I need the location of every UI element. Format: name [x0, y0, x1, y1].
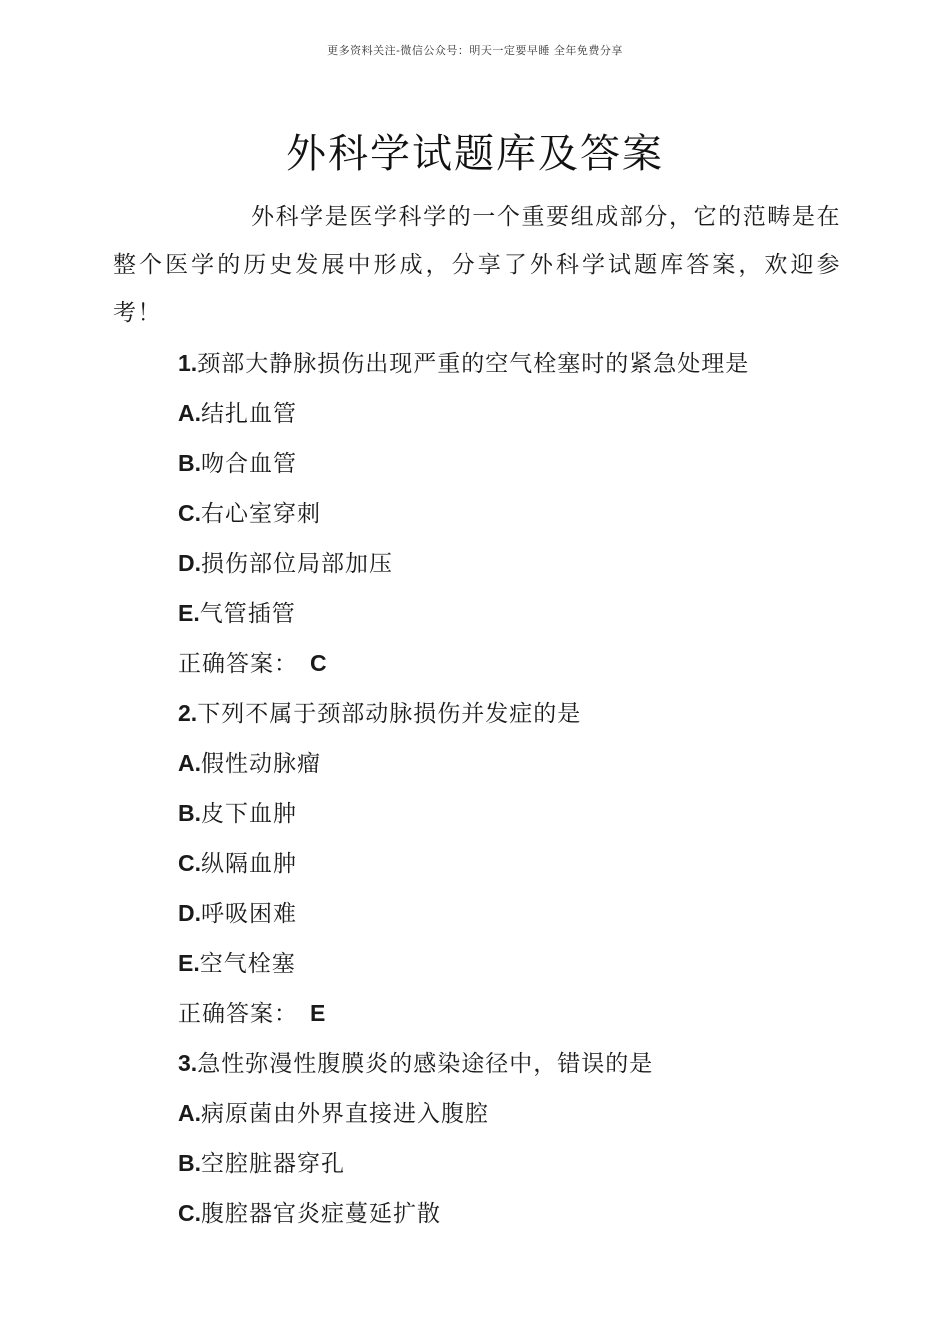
option-key: E. — [178, 950, 200, 976]
option-key: B. — [178, 450, 201, 476]
answer-value: E — [310, 1000, 327, 1026]
option-item — [178, 1088, 858, 1138]
option-key: B. — [178, 800, 201, 826]
option-item — [178, 938, 858, 988]
option-item — [178, 438, 858, 488]
option-text: 空气栓塞 — [199, 951, 296, 977]
option-text: 皮下血肿 — [201, 801, 297, 827]
option-key: A. — [178, 1100, 201, 1126]
answer-line — [178, 988, 858, 1038]
option-item — [178, 588, 858, 638]
option-item — [178, 488, 858, 538]
option-text: 空腔脏器穿孔 — [201, 1151, 345, 1177]
answer-label: 正确答案： — [178, 651, 298, 677]
option-text: 吻合血管 — [201, 451, 297, 477]
option-key: A. — [178, 750, 201, 776]
option-item — [178, 1138, 858, 1188]
question-list — [178, 338, 858, 1238]
option-key: B. — [178, 1150, 201, 1176]
question-stem — [178, 688, 858, 738]
option-key: C. — [178, 850, 201, 876]
option-item — [178, 888, 858, 938]
question-number: 1. — [178, 350, 198, 376]
option-item — [178, 388, 858, 438]
option-text: 右心室穿刺 — [201, 501, 321, 527]
answer-line — [178, 638, 858, 688]
option-text: 腹腔器官炎症蔓延扩散 — [201, 1201, 441, 1227]
option-key: C. — [178, 1200, 201, 1226]
option-item — [178, 538, 858, 588]
document-title: 外科学试题库及答案 — [286, 131, 664, 177]
option-key: C. — [178, 500, 201, 526]
option-item — [178, 1188, 858, 1238]
option-text: 假性动脉瘤 — [201, 751, 321, 777]
option-text: 结扎血管 — [201, 401, 297, 427]
question-text: 急性弥漫性腹膜炎的感染途径中，错误的是 — [197, 1051, 654, 1077]
option-text: 纵隔血肿 — [201, 851, 297, 877]
answer-label: 正确答案： — [178, 1001, 298, 1027]
option-text: 呼吸困难 — [201, 901, 297, 927]
option-key: D. — [178, 900, 201, 926]
answer-value: C — [310, 650, 328, 676]
question-stem — [178, 338, 858, 388]
option-item — [178, 838, 858, 888]
option-item — [178, 788, 858, 838]
question-text: 颈部大静脉损伤出现严重的空气栓塞时的紧急处理是 — [197, 351, 750, 377]
question-stem — [178, 1038, 858, 1088]
header-note: 更多资料关注-微信公众号：明天一定要早睡 全年免费分享 — [327, 44, 623, 57]
option-text: 气管插管 — [199, 601, 296, 627]
option-key: E. — [178, 600, 200, 626]
intro-paragraph: 外科学是医学科学的一个重要组成部分，它的范畴是在整个医学的历史发展中形成，分享了外科学试题库答案，欢迎参考！ — [113, 204, 841, 326]
option-key: D. — [178, 550, 201, 576]
option-item — [178, 738, 858, 788]
option-text: 损伤部位局部加压 — [201, 551, 393, 577]
question-number: 3. — [178, 1050, 198, 1076]
question-number: 2. — [178, 700, 198, 726]
option-text: 病原菌由外界直接进入腹腔 — [201, 1101, 489, 1127]
option-key: A. — [178, 400, 201, 426]
question-text: 下列不属于颈部动脉损伤并发症的是 — [197, 701, 582, 727]
